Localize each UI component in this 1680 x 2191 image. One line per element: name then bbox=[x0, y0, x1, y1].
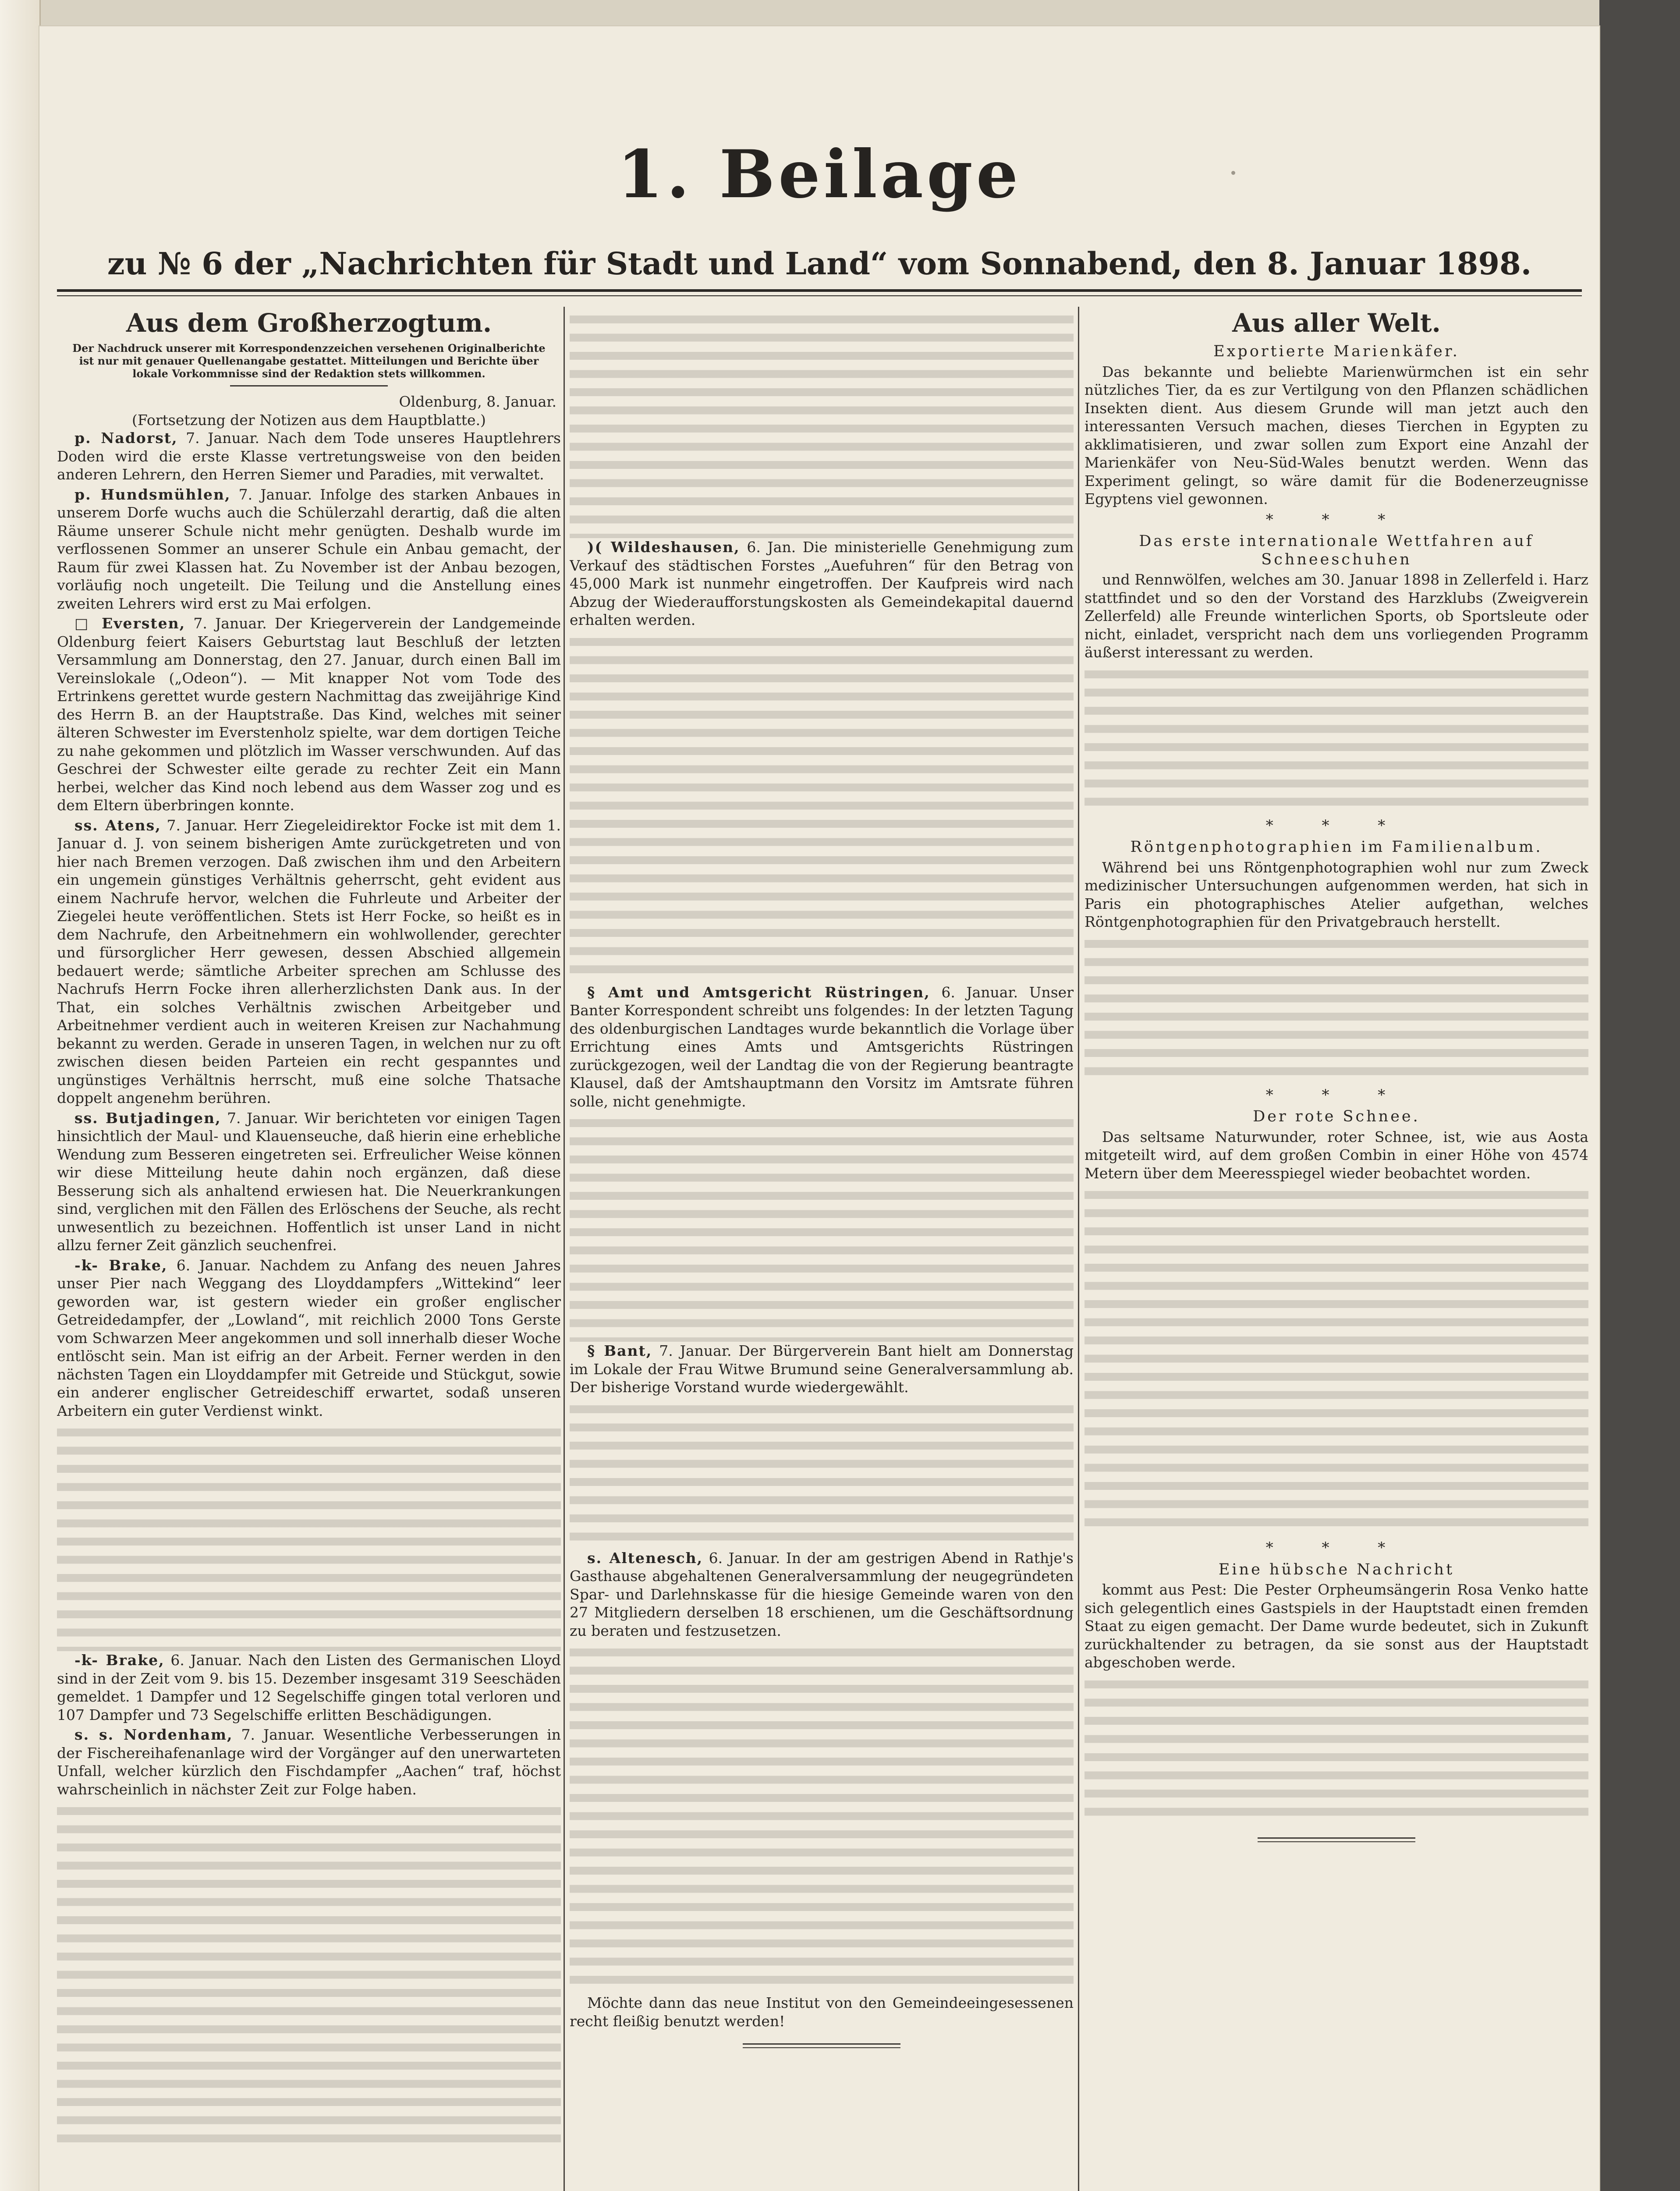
dateline: Oldenburg, 8. Januar. bbox=[399, 393, 556, 410]
article-text: 7. Januar. Wesentliche Verbesserungen in der Fischereihafenanlage wird der Vorgänger auf den unerwarteten Unfall, welcher kürzlich den Fischdampfer „Aachen“ traf, höchst wahrscheinlich in nächster Zeit zur Folge haben. bbox=[57, 1726, 561, 1798]
article bbox=[57, 1109, 561, 1255]
separator-stars: * * * bbox=[1265, 1539, 1407, 1556]
article bbox=[570, 1342, 1074, 1397]
article bbox=[570, 1549, 1074, 1640]
article-title: Röntgenphotographien im Familienalbum. bbox=[1130, 838, 1543, 856]
article bbox=[570, 983, 1074, 1111]
article bbox=[57, 614, 561, 815]
article-text: Das bekannte und beliebte Marienwürmchen ist ein sehr nützliches Tier, da es zur Vertilgung von den Pflanzen schädlichen Insekten dient. Aus diesem Grunde will man jetzt auch den interessanten Versuch machen, dieses Tierchen in Egypten zu akklimatisieren, und zwar sollen zum Export eine Anzahl der Marienkäfer von Neu-Süd-Wales benutzt werden. Wenn das Experiment gelingt, so wäre damit für die Bodenerzeugnisse Egyptens viel gewonnen. bbox=[1085, 363, 1588, 507]
article-text: Während bei uns Röntgenphotographien wohl nur zum Zweck medizinischer Untersuchungen aufgenommen werden, hat sich in Paris ein photographisches Atelier aufgethan, welches Röntgenphotographien für den Privatgebrauch herstellt. bbox=[1085, 858, 1588, 930]
illegible-text-block bbox=[57, 1423, 561, 1651]
article-title: -k- Brake, bbox=[74, 1652, 165, 1669]
article-text: Das seltsame Naturwunder, roter Schnee, ist, wie aus Aosta mitgeteilt wird, auf dem großen Combin in einer Höhe von 4574 Metern über dem Meeresspiegel wieder beobachtet worden. bbox=[1085, 1128, 1588, 1182]
article-title: § Amt und Amtsgericht Rüstringen, bbox=[587, 983, 930, 1001]
article bbox=[57, 486, 561, 613]
illegible-text-block bbox=[57, 1802, 561, 2152]
illegible-text-block bbox=[570, 1643, 1074, 1994]
separator-stars: * * * bbox=[1265, 511, 1407, 528]
illegible-text-block bbox=[570, 1114, 1074, 1342]
article-text: 7. Januar. Wir berichteten vor einigen Tagen hinsichtlich der Maul- und Klauenseuche, daß hierin eine erhebliche Wendung zum Besseren eingetreten sei. Erfreulicher Weise können wir diese Mitteilung heute dahin noch ergänzen, daß diese Besserung sich als anhaltend erwiesen hat. Die Neuerkrankungen sind, verglichen mit den Fällen des Erlöschens der Seuche, als recht unwesentlich zu bezeichnen. Hoffentlich ist unser Land in nicht allzu ferner Zeit gänzlich seuchenfrei. bbox=[57, 1109, 561, 1254]
illegible-text-block bbox=[570, 310, 1074, 538]
article-title: ss. Butjadingen, bbox=[74, 1109, 221, 1127]
end-rule bbox=[743, 2043, 900, 2048]
article-title: s. s. Nordenham, bbox=[74, 1726, 233, 1743]
article-title: p. Nadorst, bbox=[74, 429, 178, 447]
closing-sentence: Möchte dann das neue Institut von den Gemeindeeingesessenen recht fleißig benutzt werden! bbox=[570, 1994, 1074, 2030]
article-text: kommt aus Pest: Die Pester Orpheumsängerin Rosa Venko hatte sich gelegentlich eines Gastspiels in der Hauptstadt einen fremden Staat zu eigen gemacht. Der Dame wurde bedeutet, sich in Zukunft zurückhaltender zu betragen, da sie sonst aus der Hauptstadt abgeschoben werde. bbox=[1085, 1581, 1588, 1671]
article bbox=[57, 1651, 561, 1724]
column-divider bbox=[1078, 307, 1079, 2191]
illegible-text-block bbox=[1085, 665, 1588, 814]
illegible-text-block bbox=[570, 633, 1074, 983]
article-text: 7. Januar. Nach dem Tode unseres Hauptlehrers Doden wird die erste Klasse vertretungsweise von den beiden anderen Lehrern, den Herren Siemer und Paradies, mit verwaltet. bbox=[57, 429, 561, 483]
article-title: ss. Atens, bbox=[74, 816, 161, 834]
newspaper-page bbox=[39, 26, 1599, 2191]
article-text: 6. Januar. Unser Banter Korrespondent schreibt uns folgendes: In der letzten Tagung des oldenburgischen Landtages wurde bekanntlich die Vorlage über Errichtung eines Amts und Amtsgerichts Rüstringen zurückgezogen, weil der Landtag die von der Regierung beantragte Klausel, daß der Amtshauptmann den Vorsitz im Amtsrate führen solle, nicht genehmigte. bbox=[570, 983, 1074, 1110]
article-text: und Rennwölfen, welches am 30. Januar 1898 in Zellerfeld i. Harz stattfindet und so den der Vorstand des Harzklubs (Zweigverein Zellerfeld) alle Freunde winterlichen Sports, ob Sportsleute oder nicht, einladet, verspricht nach dem uns vorliegenden Programm äußerst interessant zu werden. bbox=[1085, 571, 1588, 661]
article-title: Exportierte Marienkäfer. bbox=[1213, 343, 1460, 360]
binding-edge bbox=[0, 0, 41, 2191]
article-title: Eine hübsche Nachricht bbox=[1218, 1560, 1455, 1578]
article bbox=[57, 1256, 561, 1420]
article bbox=[57, 1726, 561, 1798]
article-title: )( Wildeshausen, bbox=[587, 539, 740, 556]
page-subtitle: zu № 6 der „Nachrichten für Stadt und Land“ vom Sonnabend, den 8. Januar 1898. bbox=[107, 245, 1532, 282]
article-text: 6. Jan. Die ministerielle Genehmigung zum Verkauf des städtischen Forstes „Auefuhren“ für den Betrag von 45,000 Mark ist nunmehr eingetroffen. Der Kaufpreis wird nach Abzug der Wiederaufforstungskosten als Gemeindekapital dauernd erhalten werden. bbox=[570, 539, 1074, 628]
article-text: 6. Januar. Nach den Listen des Germanischen Lloyd sind in der Zeit vom 9. bis 15. Dezember insgesamt 319 Seeschäden gemeldet. 1 Dampfer und 12 Segelschiffe gingen total verloren und 107 Dampfer und 73 Segelschiffe erlitten Beschädigungen. bbox=[57, 1652, 561, 1723]
end-rule bbox=[1258, 1837, 1415, 1842]
reprint-note: Der Nachdruck unserer mit Korrespondenzzeichen versehenen Originalberichte ist nur mit genauer Quellenangabe gestattet. Mitteilungen und Berichte über lokale Vorkommnisse sind der Redaktion stets willkommen. bbox=[72, 342, 546, 380]
continuation-note: (Fortsetzung der Notizen aus dem Hauptblatte.) bbox=[132, 411, 486, 429]
article-text: 7. Januar. Der Bürgerverein Bant hielt am Donnerstag im Lokale der Frau Witwe Brumund seine Generalversammlung ab. Der bisherige Vorstand wurde wiedergewählt. bbox=[570, 1342, 1074, 1396]
section-heading: Aus aller Welt. bbox=[1232, 308, 1441, 338]
section-heading: Aus dem Großherzogtum. bbox=[126, 308, 492, 338]
article-text: 7. Januar. Der Kriegerverein der Landgemeinde Oldenburg feiert Kaisers Geburtstag laut Beschluß der letzten Versammlung am Donnerstag, den 27. Januar, durch einen Ball im Vereinslokale („Odeon“). — Mit knapper Not vom Tode des Ertrinkens gerettet wurde gestern Nachmittag das zweijährige Kind des Herrn B. an der Hauptstraße. Das Kind, welches mit seiner älteren Schwester im Everstenholz spielte, war dem dortigen Teiche zu nahe gekommen und plötzlich im Wasser verschwunden. Auf das Geschrei der Schwester eilte gerade zu rechter Zeit ein Mann herbei, welcher das Kind noch lebend aus dem Wasser zog und es dem Eltern überbringen konnte. bbox=[57, 615, 561, 814]
illegible-text-block bbox=[1085, 935, 1588, 1084]
separator-stars: * * * bbox=[1265, 1086, 1407, 1104]
article bbox=[570, 538, 1074, 629]
column-3 bbox=[1085, 307, 1588, 2191]
separator-stars: * * * bbox=[1265, 816, 1407, 834]
article bbox=[57, 429, 561, 484]
illegible-text-block bbox=[570, 1400, 1074, 1549]
illegible-text-block bbox=[1085, 1675, 1588, 1824]
article-text: 7. Januar. Infolge des starken Anbaues in unserem Dorfe wuchs auch die Schülerzahl derartig, daß die alten Räume unserer Schule nicht mehr genügten. Deshalb wurde im verflossenen Sommer an unserer Schule ein Anbau gemacht, der Raum für zwei Klassen hat. Zu November ist der Anbau bezogen, vorläufig noch ungeteilt. Die Teilung und die Anstellung eines zweiten Lehrers wird erst zu Mai erfolgen. bbox=[57, 486, 561, 612]
article-title: Das erste internationale Wettfahren auf Schneeschuhen bbox=[1139, 532, 1534, 568]
article-title: § Bant, bbox=[587, 1342, 652, 1359]
column-divider bbox=[564, 307, 565, 2191]
article-text: 6. Januar. Nachdem zu Anfang des neuen Jahres unser Pier nach Weggang des Lloyddampfers „Wittekind“ leer geworden war, ist gestern wieder ein großer englischer Getreidedampfer, der „Lowland“, mit reichlich 2000 Tons Gerste vom Schwarzen Meer angekommen und soll innerhalb dieser Woche entlöscht sein. Man ist eifrig an der Arbeit. Ferner werden in den nächsten Tagen ein Lloyddampfer mit Getreide und Stückgut, sowie ein anderer englischer Getreideschiff erwartet, sodaß unseren Arbeitern ein guter Verdienst winkt. bbox=[57, 1256, 561, 1419]
article-title: -k- Brake, bbox=[74, 1256, 168, 1274]
article-title: s. Altenesch, bbox=[587, 1549, 703, 1567]
column-2 bbox=[570, 307, 1074, 2191]
column-1 bbox=[57, 307, 561, 2191]
article-title: p. Hundsmühlen, bbox=[74, 486, 231, 503]
page-title: 1. Beilage bbox=[617, 136, 1022, 213]
article-text: 6. Januar. In der am gestrigen Abend in Rathje's Gasthause abgehaltenen Generalversammlung der neugegründeten Spar- und Darlehnskasse für die hiesige Gemeinde waren von den 27 Mitgliedern derselben 18 erschienen, um die Geschäftsordnung zu beraten und festzusetzen. bbox=[570, 1549, 1074, 1639]
article-title: Der rote Schnee. bbox=[1253, 1108, 1420, 1125]
section-rule bbox=[230, 385, 388, 386]
paper-speck bbox=[1231, 171, 1235, 175]
article-text: 7. Januar. Herr Ziegeleidirektor Focke ist mit dem 1. Januar d. J. von seinem bisherigen Amte zurückgetreten und von hier nach Bremen verzogen. Daß zwischen ihm und den Arbeitern ein ungemein günstiges Verhältnis geherrscht, geht evident aus einem Nachrufe hervor, welchen die Fuhrleute und Arbeiter der Ziegelei heute veröffentlichen. Stets ist Herr Focke, so heißt es in dem Nachrufe, den Arbeitnehmern ein wohlwollender, gerechter und fürsorglicher Herr gewesen, dessen Abschied allgemein bedauert werde; sämtliche Arbeiter sprechen am Schlusse des Nachrufs Herrn Focke ihren allerherzlichsten Dank aus. In der That, ein solches Verhältnis zwischen Arbeitgeber und Arbeitnehmer verdient auch in weiteren Kreisen zur Nachahmung bekannt zu werden. Gerade in unseren Tagen, in welchen nur zu oft zwischen diesen beiden Parteien ein recht gespanntes und ungünstiges Verhältnis herrscht, muß eine solche Thatsache doppelt angenehm berühren. bbox=[57, 816, 561, 1106]
article-title: □ Eversten, bbox=[74, 615, 186, 632]
illegible-text-block bbox=[1085, 1186, 1588, 1536]
title-rule bbox=[57, 289, 1582, 296]
article bbox=[57, 816, 561, 1107]
page-edge-shadow bbox=[1599, 0, 1680, 2191]
